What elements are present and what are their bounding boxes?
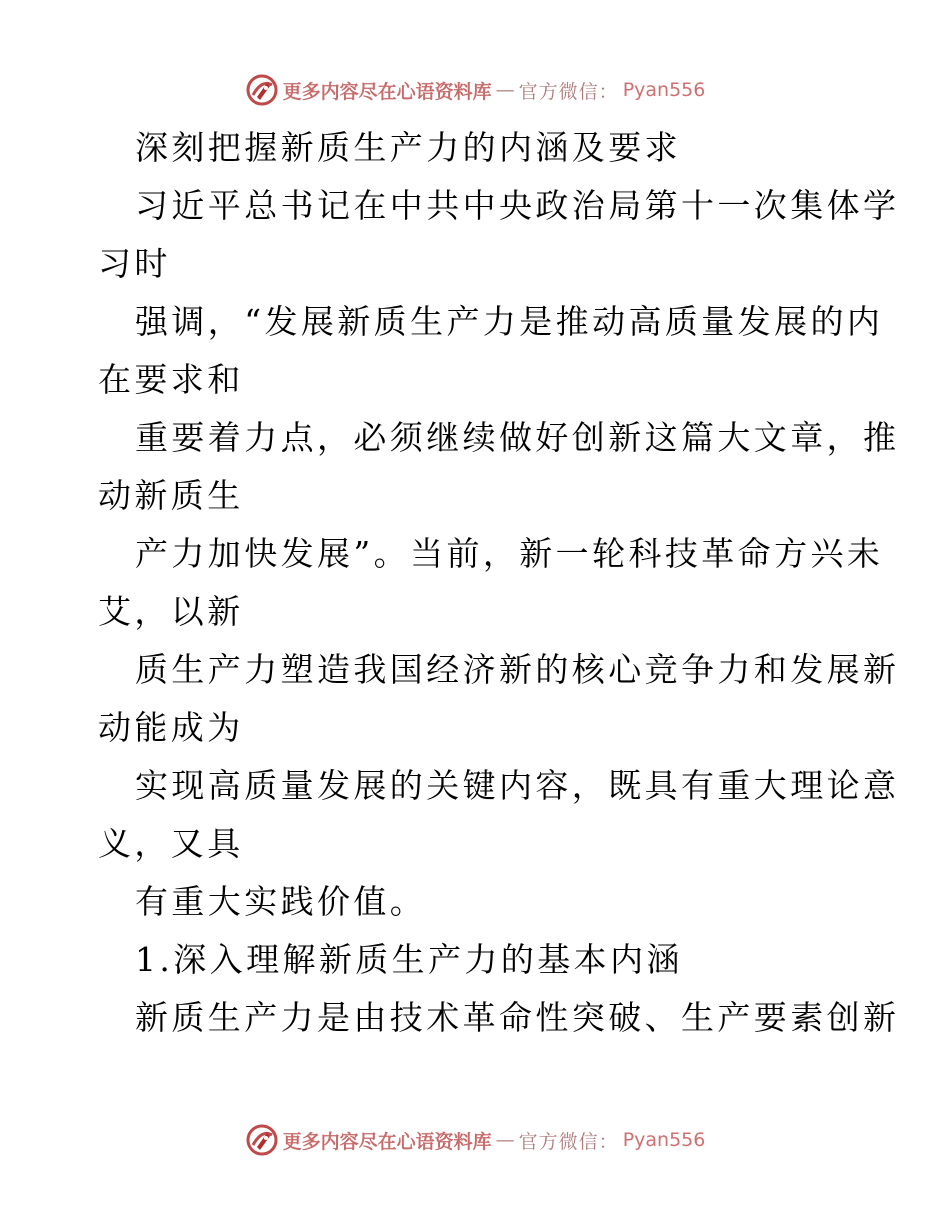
watermark-main-text: 更多内容尽在心语资料库: [282, 1130, 492, 1153]
watermark-wechat-id: Pyan556: [622, 1129, 706, 1151]
title-line: 深刻把握新质生产力的内涵及要求: [135, 128, 681, 167]
text-line: 产力加快发展”。当前，新一轮科技革命方兴未: [135, 534, 884, 573]
pen-logo-icon: [245, 1123, 279, 1157]
header-watermark: [0, 70, 950, 110]
text-line: 实现高质量发展的关键内容，既具有重大理论意: [135, 766, 900, 805]
text-line: 在要求和: [98, 360, 244, 399]
section-heading: 1.深入理解新质生产力的基本内涵: [135, 940, 683, 979]
text-line: 习时: [98, 244, 171, 283]
text-line: 习近平总书记在中共中央政治局第十一次集体学: [135, 186, 900, 225]
pen-logo-icon: [245, 73, 279, 107]
text-line: 有重大实践价值。: [135, 882, 427, 921]
watermark-sub-text: 官方微信：: [518, 80, 619, 103]
text-line: 重要着力点，必须继续做好创新这篇大文章，推: [135, 418, 900, 457]
watermark-dash: —: [495, 79, 515, 101]
text-line: 强调，“发展新质生产力是推动高质量发展的内: [135, 302, 884, 341]
text-line: 新质生产力是由技术革命性突破、生产要素创新: [135, 998, 900, 1037]
watermark-main-text: 更多内容尽在心语资料库: [282, 80, 492, 103]
text-line: 艾，以新: [98, 592, 244, 631]
text-line: 动能成为: [98, 708, 244, 747]
watermark-dash: —: [495, 1129, 515, 1151]
text-line: 质生产力塑造我国经济新的核心竞争力和发展新: [135, 650, 900, 689]
text-line: 义，又具: [98, 824, 244, 863]
watermark-wechat-id: Pyan556: [622, 79, 706, 101]
text-line: 动新质生: [98, 476, 244, 515]
watermark-sub-text: 官方微信：: [518, 1130, 619, 1153]
footer-watermark: [0, 1120, 950, 1160]
